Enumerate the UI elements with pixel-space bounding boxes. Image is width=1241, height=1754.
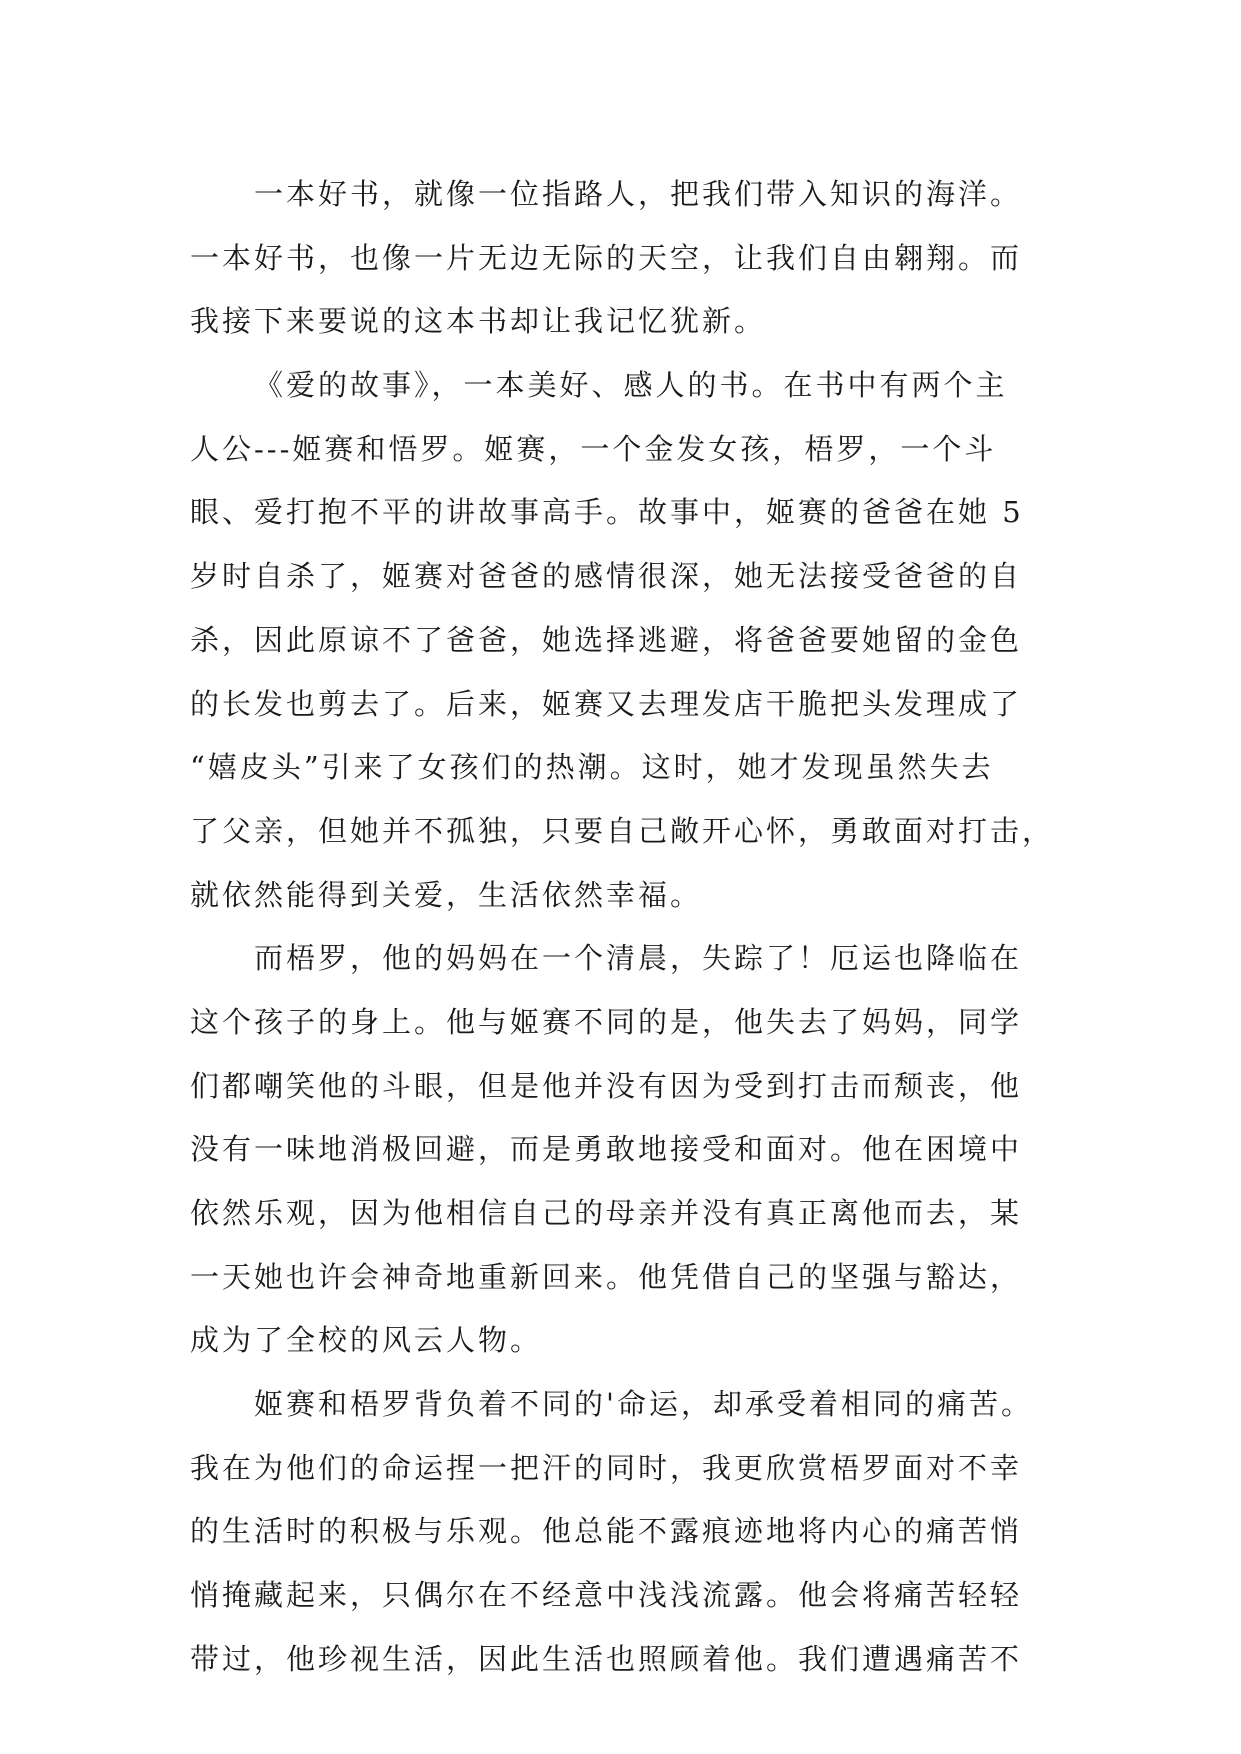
- text-line: 了父亲，但她并不孤独，只要自己敞开心怀，勇敢面对打击，: [190, 813, 1055, 848]
- text-line: 一本好书，就像一位指路人，把我们带入知识的海洋。: [254, 177, 1023, 211]
- text-line: 成为了全校的风云人物。: [190, 1323, 543, 1358]
- text-line: 的生活时的积极与乐观。他总能不露痕迹地将内心的痛苦悄: [190, 1514, 1023, 1549]
- document-page: [190, 163, 1070, 1692]
- text-line: 岁时自杀了，姬赛对爸爸的感情很深，她无法接受爸爸的自: [190, 559, 1023, 594]
- text-line: 我在为他们的命运捏一把汗的同时，我更欣赏梧罗面对不幸: [190, 1450, 1023, 1485]
- text-line: “嬉皮头”引来了女孩们的热潮。这时，她才发现虽然失去: [190, 750, 994, 785]
- text-line: 悄掩藏起来，只偶尔在不经意中浅浅流露。他会将痛苦轻轻: [190, 1578, 1023, 1613]
- text-line: 一天她也许会神奇地重新回来。他凭借自己的坚强与豁达，: [190, 1259, 1023, 1294]
- paragraph-2: [190, 354, 1070, 927]
- text-line: 杀，因此原谅不了爸爸，她选择逃避，将爸爸要她留的金色: [190, 622, 1023, 657]
- text-line: 依然乐观，因为他相信自己的母亲并没有真正离他而去，某: [190, 1196, 1023, 1230]
- paragraph-4: [190, 1373, 1070, 1691]
- paragraph-1: [190, 163, 1070, 354]
- text-line: 没有一味地消极回避，而是勇敢地接受和面对。他在困境中: [190, 1132, 1023, 1167]
- text-line: 的长发也剪去了。后来，姬赛又去理发店干脆把头发理成了: [190, 686, 1023, 721]
- text-line: 们都嘲笑他的斗眼，但是他并没有因为受到打击而颓丧，他: [190, 1068, 1023, 1103]
- text-line: 而梧罗，他的妈妈在一个清晨，失踪了！厄运也降临在: [254, 941, 1023, 976]
- paragraph-3: [190, 927, 1070, 1373]
- text-line: 这个孩子的身上。他与姬赛不同的是，他失去了妈妈，同学: [190, 1004, 1023, 1039]
- text-line: 眼、爱打抱不平的讲故事高手。故事中，姬赛的爸爸在她 5: [190, 495, 1024, 530]
- text-line: 《爱的故事》，一本美好、感人的书。在书中有两个主: [254, 368, 1008, 403]
- text-line: 我接下来要说的这本书却让我记忆犹新。: [190, 304, 767, 339]
- text-line: 人公---姬赛和悟罗。姬赛，一个金发女孩，梧罗，一个斗: [190, 431, 997, 466]
- text-line: 就依然能得到关爱，生活依然幸福。: [190, 877, 703, 912]
- text-line: 一本好书，也像一片无边无际的天空，让我们自由翱翔。而: [190, 240, 1023, 275]
- text-line: 姬赛和梧罗背负着不同的'命运，却承受着相同的痛苦。: [254, 1387, 1033, 1422]
- text-line: 带过，他珍视生活，因此生活也照顾着他。我们遭遇痛苦不: [190, 1641, 1023, 1676]
